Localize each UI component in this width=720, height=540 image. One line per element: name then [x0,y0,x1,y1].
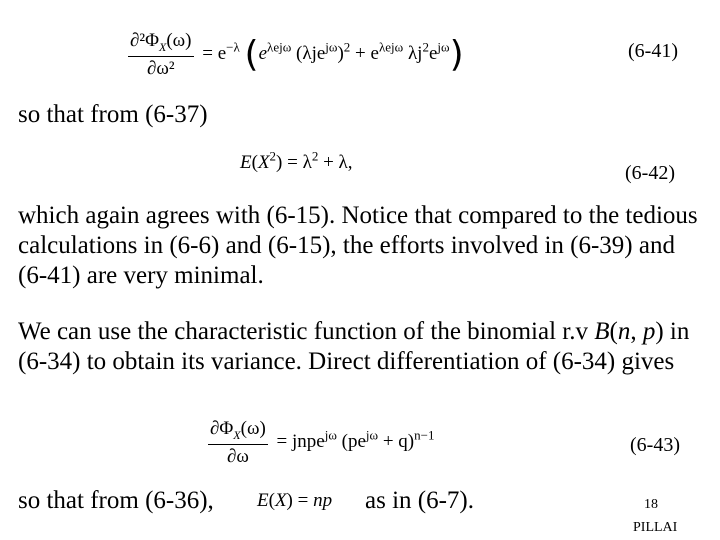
equation-6-43 [208,418,434,468]
equation-6-42: $E(X^2) = \lambda^2 + \lambda$, [240,148,353,173]
eq641-rhs: = $e^{-\lambda}$ ($e^{\lambda ej\omega}$ $(\lambda je^{j\omega})^2 + e^{\lambda ej\omega}$ $\lambda j^2e^{j\omega}$) [202,34,464,76]
page-number: 18 [644,497,658,512]
paragraph-binomial: We can use the characteristic function of the binomial r.v B(n, p) in (6-34) to obtain its variance. Direct differentiation of (6-34) gives [18,318,690,375]
equation-number-6-42: (6-42) [625,162,675,184]
text-so-that-from-6-37: so that from (6-37) [18,101,208,128]
equation-number-6-41: (6-41) [628,40,678,62]
paragraph-agrees: which again agrees with (6-15). Notice that compared to the tedious calculations in (6-6) and (6-15), the efforts involved in (6-39) and (6-41) are very minimal. [18,202,698,289]
text-as-in-6-7: as in (6-7). [365,487,474,514]
text-so-that-from-6-36: so that from (6-36), [18,487,214,514]
eq641-fraction: $\frac{\partial^2\Phi_X(\omega)}{\text{∂ω²}}$ [130,30,192,79]
eq643-fraction: $\frac{\partial\Phi_X(\omega)}{\partial\omega}$ [210,418,266,467]
equation-expectation-np: E(X) = np [257,490,333,511]
footer-author: PILLAI [633,520,678,535]
equation-number-6-43: (6-43) [630,434,680,456]
eq643-rhs: = jnpe$^{j\omega}$ $(pe^{j\omega} + q)^{n-1}$ [276,427,435,453]
equation-6-41 [128,30,464,80]
